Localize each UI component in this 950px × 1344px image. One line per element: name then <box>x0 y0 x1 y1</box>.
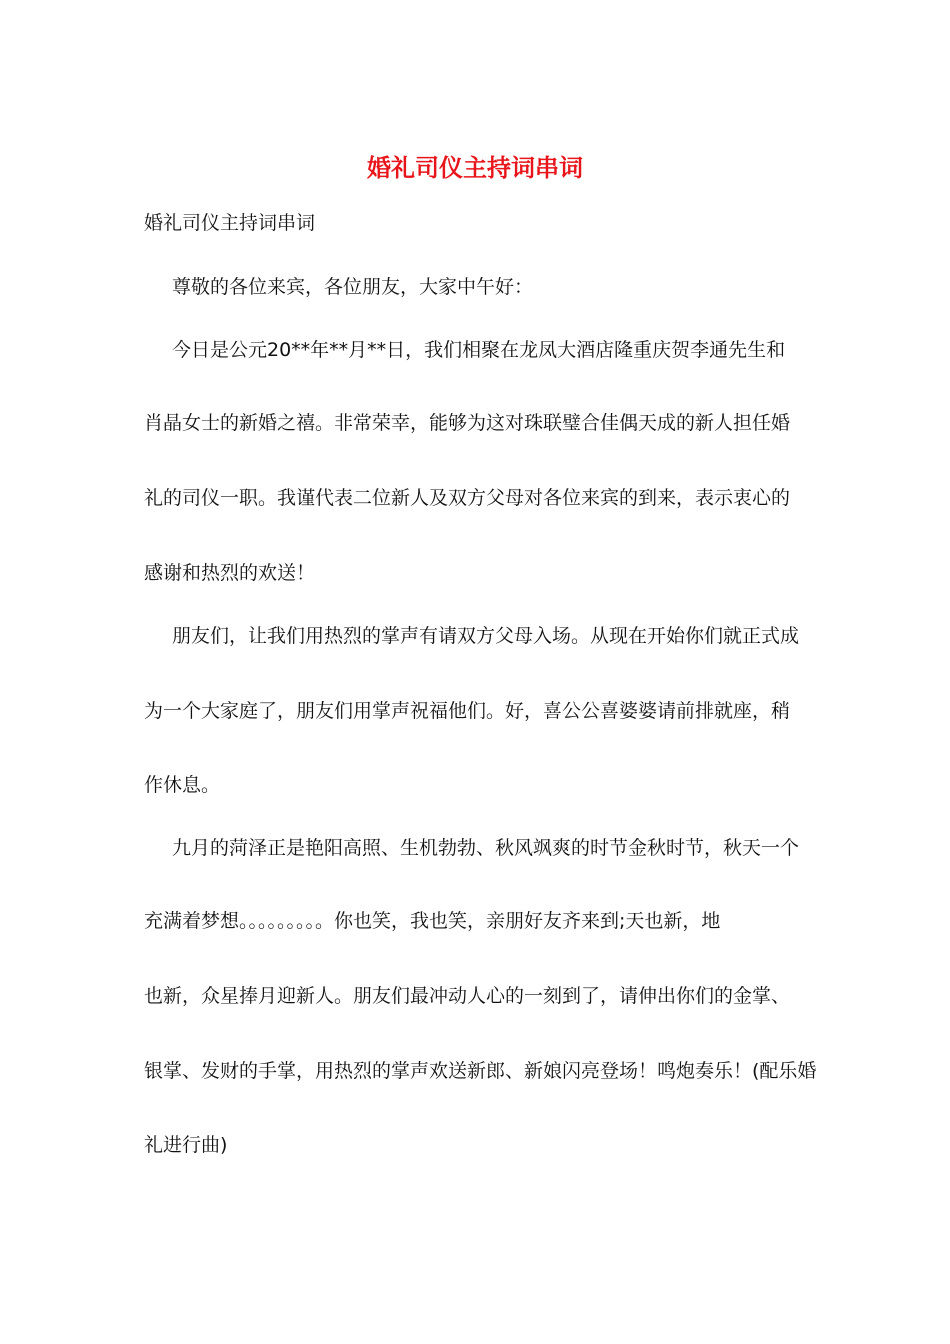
paragraph-greeting: 尊敬的各位来宾，各位朋友，大家中午好： <box>172 276 534 298</box>
paragraph-line: 银掌、发财的手掌，用热烈的掌声欢送新郎、新娘闪亮登场！鸣炮奏乐！(配乐婚 <box>144 1060 817 1082</box>
document-title: 婚礼司仪主持词串词 <box>367 153 583 182</box>
paragraph-line: 作休息。 <box>144 774 221 796</box>
paragraph-line: 礼进行曲) <box>144 1134 228 1156</box>
paragraph-line: 九月的菏泽正是艳阳高照、生机勃勃、秋风飒爽的时节金秋时节，秋天一个 <box>172 837 800 859</box>
document-subtitle: 婚礼司仪主持词串词 <box>144 212 316 234</box>
paragraph-line: 感谢和热烈的欢送！ <box>144 562 316 584</box>
paragraph-line: 今日是公元20**年**月**日，我们相聚在龙凤大酒店隆重庆贺李通先生和 <box>172 339 786 361</box>
paragraph-line: 充满着梦想。。。。。。。。。你也笑，我也笑，亲朋好友齐来到;天也新，地 <box>144 910 721 932</box>
paragraph-line: 朋友们，让我们用热烈的掌声有请双方父母入场。从现在开始你们就正式成 <box>172 625 800 647</box>
paragraph-line: 肖晶女士的新婚之禧。非常荣幸，能够为这对珠联璧合佳偶天成的新人担任婚 <box>144 412 791 434</box>
paragraph-line: 为一个大家庭了，朋友们用掌声祝福他们。好，喜公公喜婆婆请前排就座，稍 <box>144 700 791 722</box>
paragraph-line: 礼的司仪一职。我谨代表二位新人及双方父母对各位来宾的到来，表示衷心的 <box>144 487 791 509</box>
paragraph-line: 也新，众星捧月迎新人。朋友们最冲动人心的一刻到了，请伸出你们的金掌、 <box>144 985 791 1007</box>
